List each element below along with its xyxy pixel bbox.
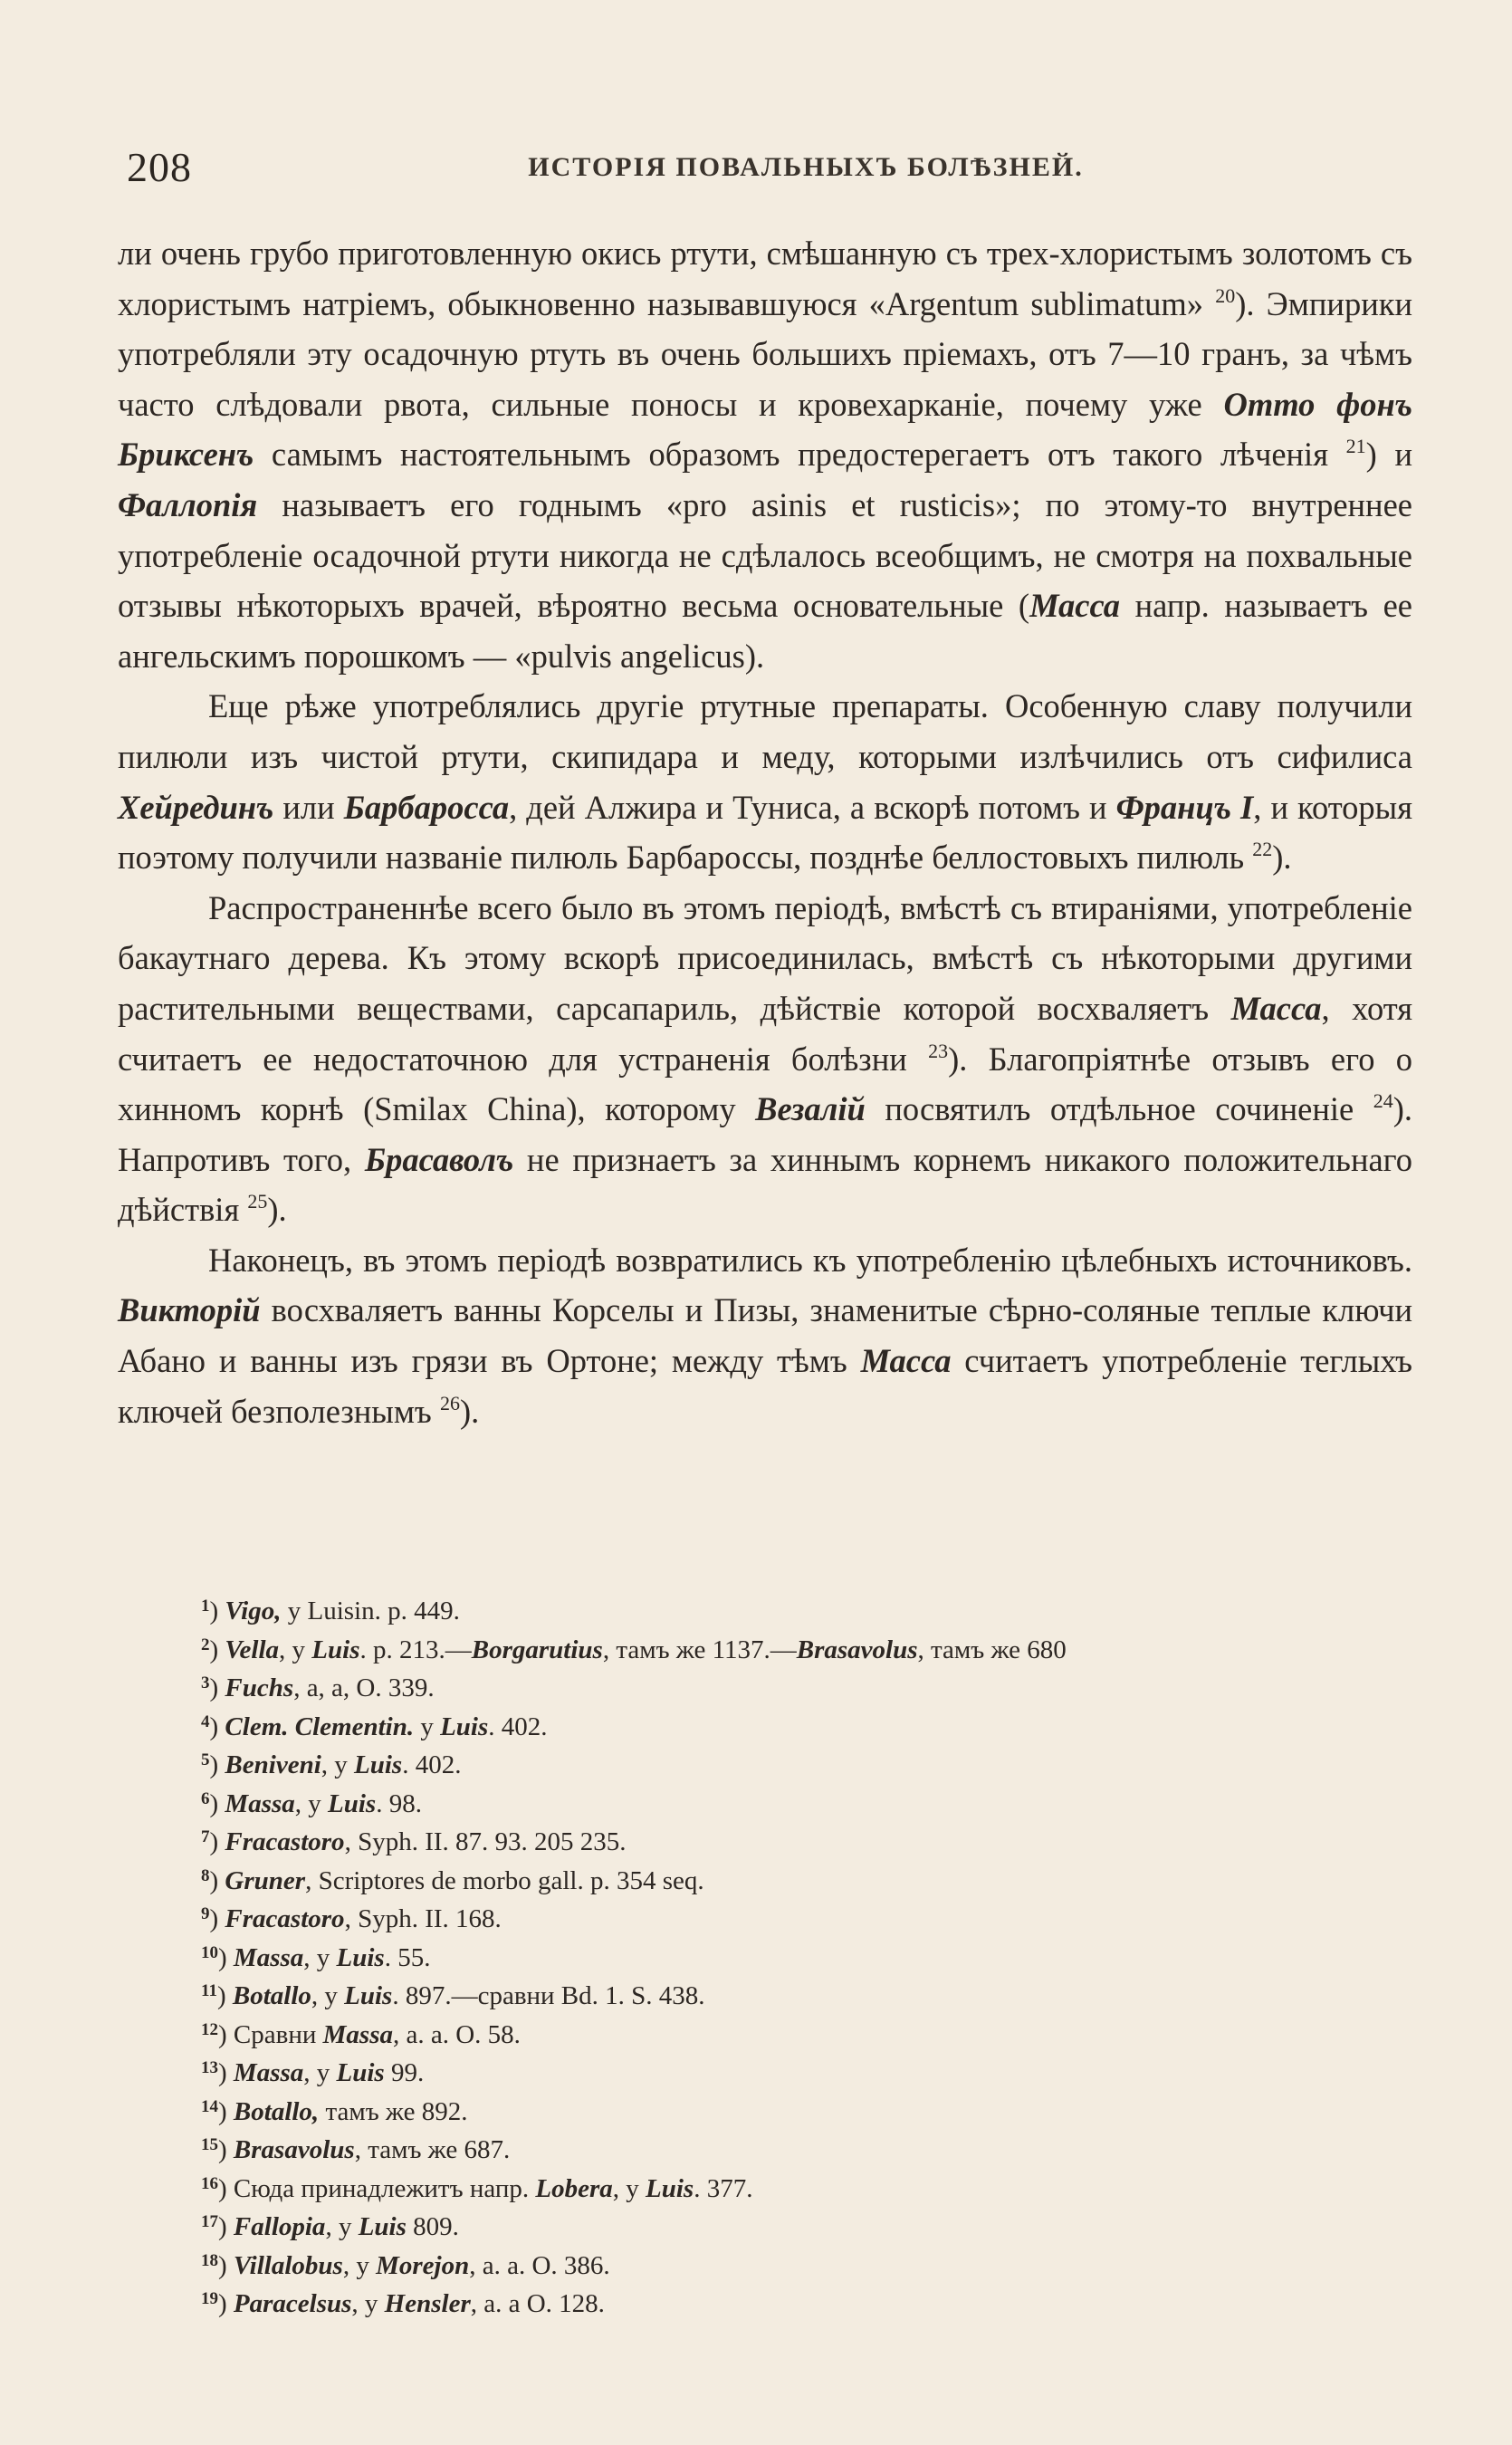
emphasized-name: Gruner (225, 1865, 306, 1895)
footnote-number: 8 (201, 1865, 210, 1885)
footnote (201, 2016, 1414, 2055)
footnote-marker: ) (216, 1981, 233, 2010)
emphasized-name: Отто фонъ Бриксенъ (118, 385, 1412, 474)
footnote-marker: ) (218, 2173, 234, 2203)
footnote (201, 1746, 1414, 1785)
footnote-marker: ) (209, 1904, 225, 1933)
footnote-number: 12 (201, 2019, 218, 2039)
footnote (201, 1785, 1414, 1824)
text-run: у (414, 1712, 441, 1741)
text-run: ). Благопріятнѣе отзывъ его о хинномъ корнѣ (Smilax China), которому (118, 1040, 1412, 1128)
text-run: Сравни (233, 2019, 323, 2049)
text-run: тамъ же 892. (319, 2096, 468, 2126)
text-run: Распространеннѣе всего было въ этомъ періодѣ, вмѣстѣ съ втираніями, употребленіе бакаутнаго дерева. Къ этому вскорѣ присоединилась, вмѣстѣ съ нѣкоторыми другими растительными веществами, сарсапариль, дѣйствіе которой восхваляетъ (118, 888, 1412, 1027)
emphasized-name: Botallo (232, 1981, 311, 2010)
text-run: посвятилъ отдѣльное сочиненіе (865, 1090, 1373, 1128)
emphasized-name: Paracelsus (233, 2289, 352, 2318)
text-run: 99. (384, 2058, 425, 2087)
running-title: ИСТОРІЯ ПОВАЛЬНЫХЪ БОЛѢЗНЕЙ. (528, 152, 1084, 182)
text-run: ). (459, 1392, 480, 1430)
text-run: . 402. (402, 1750, 462, 1779)
text-run: , у (325, 2212, 359, 2241)
emphasized-name: Vella (225, 1635, 280, 1664)
text-run: восхваляетъ ванны Корселы и Пизы, знаменитые сѣрно-соляные теплые ключи Абано и ванны изъ грязи въ Ортоне; между тѣмъ (118, 1291, 1412, 1380)
emphasized-name: Fallopia (233, 2212, 326, 2241)
text-run: или (273, 788, 344, 826)
emphasized-name: Fuchs (225, 1673, 294, 1702)
text-run: . 98. (376, 1788, 422, 1818)
footnote (201, 2285, 1414, 2324)
text-run: напр. называетъ ее ангельскимъ порошкомъ — «pulvis angelicus). (118, 587, 1413, 675)
footnote-number: 17 (201, 2212, 218, 2231)
footnote (201, 1939, 1414, 1978)
text-run: , у (311, 1981, 345, 2010)
text-run: , и которыя поэтому получили названіе пилюль Барбароссы, позднѣе беллостовыхъ пилюль (118, 788, 1412, 877)
text-run: . 402. (488, 1712, 548, 1741)
paragraph (118, 1235, 1412, 1436)
text-run: , у (279, 1635, 312, 1664)
paragraph (118, 228, 1412, 681)
footnote (201, 1708, 1414, 1747)
footnote-marker: ) (218, 2058, 234, 2087)
footnote-marker: ) (218, 2289, 234, 2318)
emphasized-name: Масса (860, 1342, 952, 1380)
text-run: . 897.—сравни Bd. 1. S. 438. (392, 1981, 705, 2010)
text-run: у Luisin. p. 449. (281, 1596, 460, 1625)
emphasized-name: Хейрединъ (118, 788, 274, 826)
text-run: . p. 213.— (359, 1635, 472, 1664)
text-run: самымъ настоятельнымъ образомъ предостерегаетъ отъ такого лѣченія (254, 436, 1346, 474)
text-run: , тамъ же 687. (354, 2135, 511, 2164)
text-run: , у (321, 1750, 355, 1779)
text-run: Сюда принадлежитъ напр. (233, 2173, 536, 2203)
emphasized-name: Викторій (118, 1291, 261, 1329)
page-number: 208 (127, 144, 192, 190)
footnote-marker: ) (218, 2135, 234, 2164)
footnote (201, 2208, 1414, 2247)
text-run: , дей Алжира и Туниса, а вскорѣ потомъ и (509, 788, 1116, 826)
emphasized-name: Luis (328, 1788, 377, 1818)
emphasized-name: Massa (233, 2058, 304, 2087)
text-run: , у (294, 1788, 329, 1818)
footnote (201, 1862, 1414, 1901)
emphasized-name: Borgarutius (471, 1635, 603, 1664)
footnote-number: 2 (201, 1635, 210, 1654)
text-run: 809. (406, 2212, 459, 2241)
paragraph (118, 883, 1412, 1235)
footnote-marker: ) (209, 1673, 225, 1702)
emphasized-name: Фаллопія (118, 485, 258, 523)
footnote-number: 18 (201, 2250, 218, 2270)
text-run: , у (351, 2289, 385, 2318)
footnote-marker: ) (209, 1827, 225, 1856)
text-run: Наконецъ, въ этомъ періодѣ возвратились къ употребленію цѣлебныхъ источниковъ. (208, 1241, 1412, 1279)
text-run: . 55. (384, 1942, 431, 1972)
footnote-number: 3 (201, 1673, 210, 1692)
footnote-marker: ) (209, 1788, 225, 1818)
footnote-number: 15 (201, 2135, 218, 2154)
text-run: ) и (1365, 436, 1412, 474)
text-run: , хотя считаетъ ее недостаточною для устраненія болѣзни (118, 989, 1412, 1078)
footnote-number: 1 (201, 1596, 210, 1616)
footnote-reference: 20 (1215, 283, 1236, 307)
text-run: Еще рѣже употреблялись другіе ртутные препараты. Особенную славу получили пилюли изъ чистой ртути, скипидара и меду, которыми излѣчились отъ сифилиса (118, 687, 1412, 775)
emphasized-name: Morejon (376, 2250, 470, 2280)
footnote-number: 13 (201, 2058, 218, 2077)
footnote-number: 5 (201, 1750, 210, 1769)
emphasized-name: Massa (225, 1788, 295, 1818)
emphasized-name: Luis (440, 1712, 489, 1741)
emphasized-name: Францъ I (1115, 788, 1254, 826)
text-run: , Syph. II. 87. 93. 205 235. (344, 1827, 627, 1856)
text-run: , у (303, 1942, 337, 1972)
footnote-reference: 21 (1345, 435, 1366, 458)
footnote-marker: ) (209, 1635, 225, 1664)
text-run: , a, a, O. 339. (293, 1673, 435, 1702)
emphasized-name: Luis (311, 1635, 360, 1664)
emphasized-name: Luis (344, 1981, 393, 2010)
emphasized-name: Масса (1029, 587, 1120, 625)
paragraph (118, 681, 1412, 882)
footnote (201, 1977, 1414, 2016)
footnote (201, 2131, 1414, 2170)
main-text (118, 228, 1412, 1436)
footnote-marker: ) (218, 2250, 234, 2280)
text-run: , a. a. O. 386. (469, 2250, 610, 2280)
footnote-marker: ) (218, 2096, 234, 2126)
text-run: ). (267, 1191, 287, 1229)
footnote (201, 2247, 1414, 2286)
emphasized-name: Fracastoro (225, 1827, 345, 1856)
text-run: называетъ его годнымъ «pro asinis et rusticis»; по этому-то внутреннее употребленіе осадочной ртути никогда не сдѣлалось всеобщимъ, не смотря на похвальные отзывы нѣкоторыхъ врачей, вѣроятно весьма основательные ( (118, 485, 1412, 625)
emphasized-name: Барбаросса (343, 788, 510, 826)
text-run: ). Напротивъ того, (118, 1090, 1412, 1178)
text-run: , у (612, 2173, 646, 2203)
footnote-number: 19 (201, 2289, 218, 2308)
text-run: ). (1272, 839, 1292, 877)
footnote-reference: 22 (1252, 838, 1273, 861)
footnote-number: 9 (201, 1904, 210, 1923)
text-run: , a. a O. 128. (470, 2289, 605, 2318)
footnote-marker: ) (218, 2212, 234, 2241)
emphasized-name: Brasavolus (796, 1635, 918, 1664)
text-run: , Scriptores de morbo gall. p. 354 seq. (305, 1865, 704, 1895)
text-run: ли очень грубо приготовленную окись ртути, смѣшанную съ трех-хлористымъ золотомъ съ хлористымъ натріемъ, обыкновенно называвшуюся «Argentum sublimatum» (118, 235, 1412, 322)
text-run: считаетъ употребленіе теглыхъ ключей безполезнымъ (118, 1342, 1412, 1430)
emphasized-name: Villalobus (233, 2250, 343, 2280)
emphasized-name: Масса (1230, 989, 1322, 1027)
footnote-marker: ) (209, 1712, 225, 1741)
footnote (201, 1631, 1414, 1670)
footnote-marker: ) (209, 1865, 225, 1895)
footnote-number: 10 (201, 1942, 218, 1962)
emphasized-name: Hensler (384, 2289, 471, 2318)
text-run: , у (342, 2250, 377, 2280)
emphasized-name: Брасаволъ (364, 1140, 514, 1178)
footnote-number: 16 (201, 2173, 218, 2193)
footnote (201, 1592, 1414, 1631)
text-run: , у (303, 2058, 337, 2087)
emphasized-name: Clem. Clementin. (225, 1712, 415, 1741)
emphasized-name: Luis (646, 2173, 694, 2203)
footnote-marker: ) (209, 1750, 225, 1779)
footnote-number: 4 (201, 1712, 210, 1731)
text-run: ). Эмпирики употребляли эту осадочную ртуть въ очень большихъ пріемахъ, отъ 7—10 гранъ, за чѣмъ часто слѣдовали рвота, сильные поносы и кровехарканіе, почему уже (118, 284, 1412, 423)
emphasized-name: Massa (233, 1942, 304, 1972)
emphasized-name: Lobera (535, 2173, 613, 2203)
text-run: , тамъ же 680 (917, 1635, 1067, 1664)
footnote (201, 2093, 1414, 2132)
footnote (201, 1900, 1414, 1939)
text-run: , Syph. II. 168. (344, 1904, 502, 1933)
footnote-reference: 25 (247, 1190, 268, 1213)
text-run: не признаетъ за хиннымъ корнемъ никакого положительнаго дѣйствія (118, 1140, 1412, 1229)
emphasized-name: Massa (322, 2019, 393, 2049)
emphasized-name: Brasavolus (233, 2135, 355, 2164)
text-run: , тамъ же 1137.— (602, 1635, 797, 1664)
footnote-number: 7 (201, 1827, 210, 1846)
footnote-marker: ) (209, 1596, 225, 1625)
footnote-reference: 24 (1373, 1089, 1393, 1113)
emphasized-name: Vigo, (225, 1596, 282, 1625)
footnotes (201, 1592, 1414, 2324)
footnote (201, 2054, 1414, 2093)
footnote-number: 11 (201, 1981, 217, 2000)
footnote-marker: ) (218, 1942, 234, 1972)
emphasized-name: Luis (336, 1942, 385, 1972)
text-run: . 377. (694, 2173, 753, 2203)
footnote-number: 6 (201, 1788, 210, 1808)
emphasized-name: Luis (354, 1750, 403, 1779)
footnote (201, 1669, 1414, 1708)
text-run: , a. a. O. 58. (392, 2019, 521, 2049)
emphasized-name: Botallo, (233, 2096, 320, 2126)
emphasized-name: Luis (358, 2212, 407, 2241)
emphasized-name: Luis (336, 2058, 385, 2087)
footnote-reference: 23 (928, 1039, 949, 1062)
emphasized-name: Везалій (755, 1090, 866, 1128)
footnote-reference: 26 (439, 1391, 460, 1414)
page-header (118, 143, 1412, 197)
footnote-number: 14 (201, 2096, 218, 2116)
emphasized-name: Beniveni (225, 1750, 321, 1779)
footnote (201, 1823, 1414, 1862)
footnote-marker: ) (218, 2019, 234, 2049)
emphasized-name: Fracastoro (225, 1904, 345, 1933)
footnote (201, 2170, 1414, 2209)
